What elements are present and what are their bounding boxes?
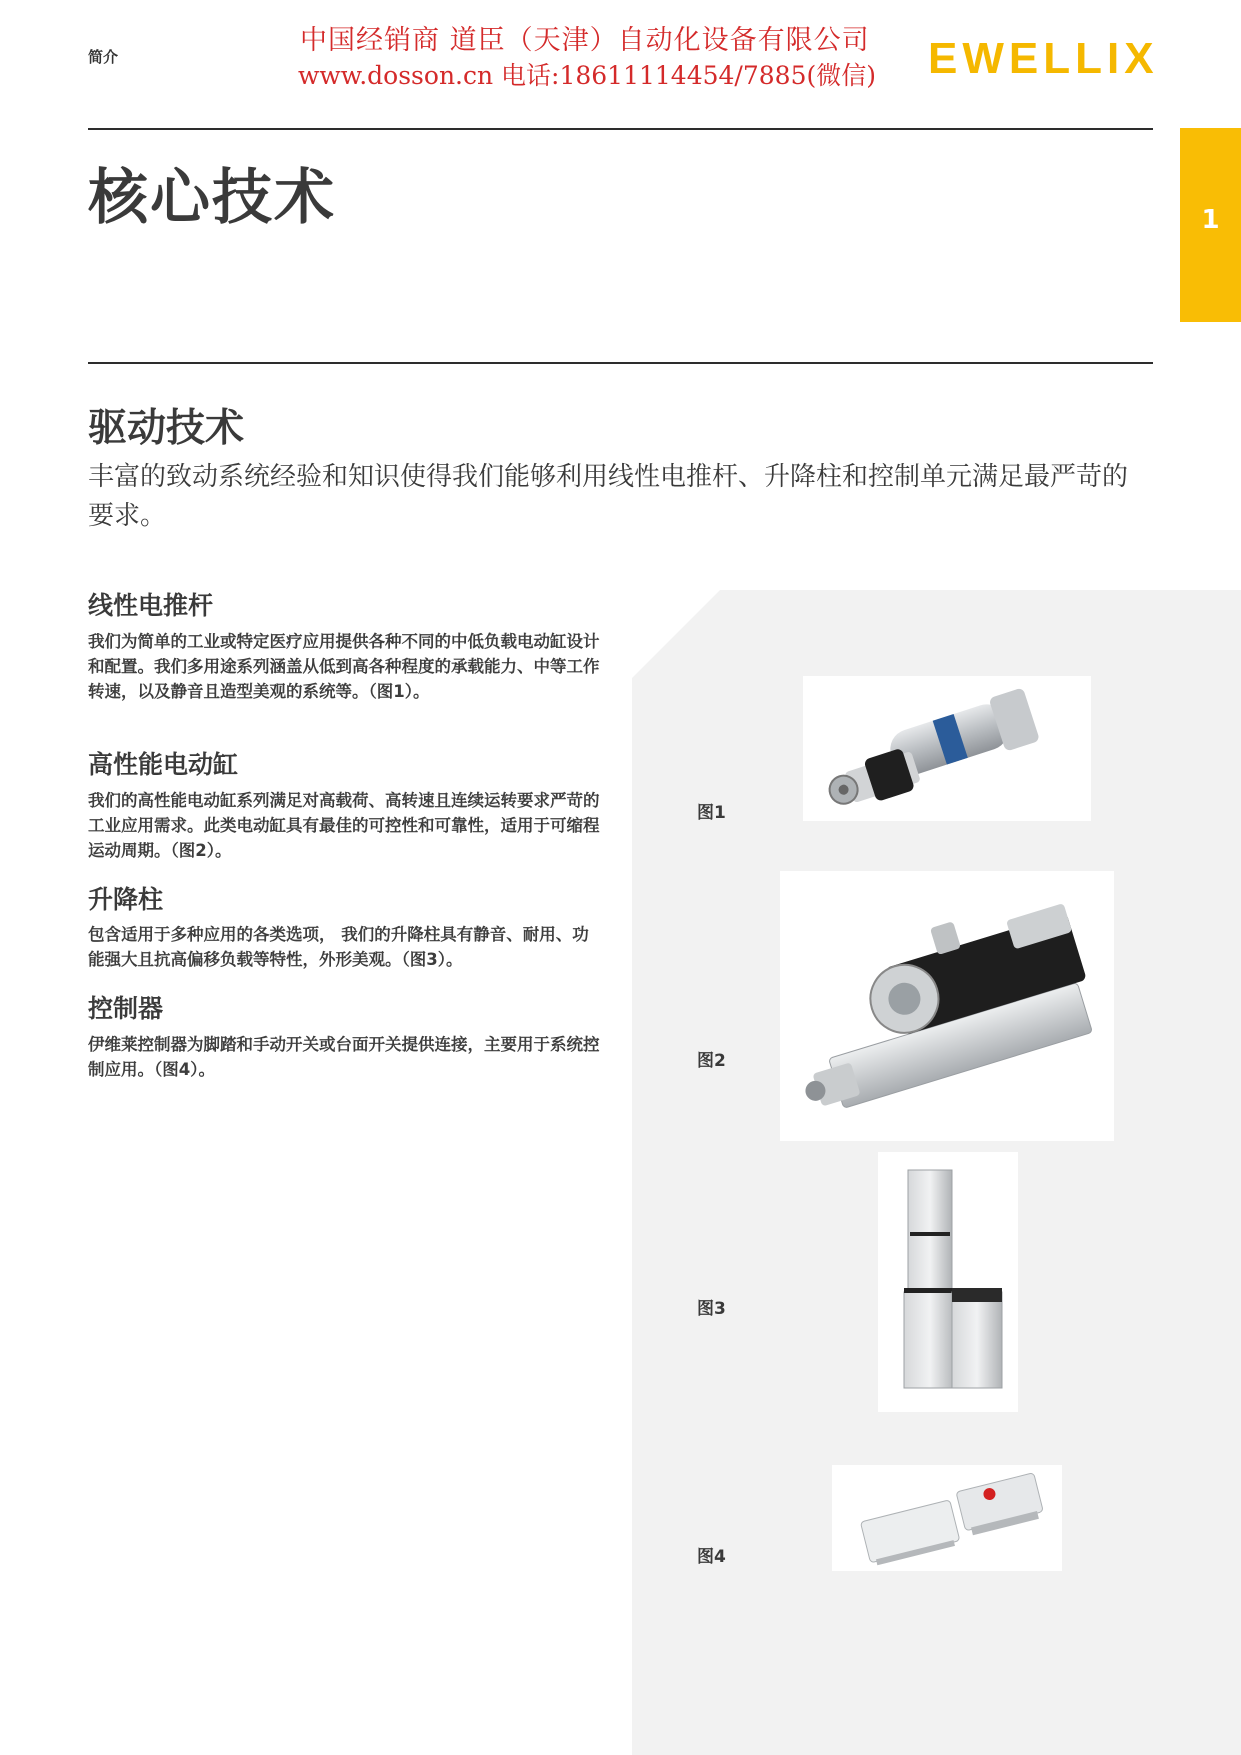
figure-label-3: 图3 [697,1299,726,1319]
figure-label-1: 图1 [697,803,726,823]
figure-label-2: 图2 [697,1051,726,1071]
linear-actuator-photo [803,676,1091,821]
panel-corner-cut [632,590,720,678]
topic-heading-lifting-column: 升降柱 [88,885,164,914]
high-performance-cylinder-photo [780,871,1114,1141]
section-heading: 驱动技术 [88,406,245,451]
figure-label-4: 图4 [697,1547,726,1567]
topic-text-controller: 伊维莱控制器为脚踏和手动开关或台面开关提供连接，主要用于系统控制应用。（图4）。 [88,1035,600,1079]
distributor-contact: www.dosson.cn 电话:18611114454/7885(微信) [298,61,876,90]
topic-heading-cylinder: 高性能电动缸 [88,750,239,779]
topic-heading-linear-actuator: 线性电推杆 [88,591,214,620]
chapter-tab-number: 1 [1201,205,1220,235]
lifting-column-photo [878,1152,1018,1412]
section-intro: 丰富的致动系统经验和知识使得我们能够利用线性电推杆、升降柱和控制单元满足最严苛的要求。 [88,462,1129,531]
section-label: 简介 [88,48,119,66]
control-units-photo [832,1465,1062,1571]
topic-heading-controller: 控制器 [88,994,164,1023]
topic-text-linear-actuator: 我们为简单的工业或特定医疗应用提供各种不同的中低负载电动缸设计和配置。我们多用途系列涵盖从低到高各种程度的承载能力、中等工作转速，以及静音且造型美观的系统等。（图1）。 [88,632,600,701]
top-divider [88,128,1153,130]
section-divider [88,362,1153,364]
ewellix-logo: EWELLIX [928,34,1159,83]
topic-text-cylinder: 我们的高性能电动缸系列满足对高载荷、高转速且连续运转要求严苛的工业应用需求。此类电动缸具有最佳的可控性和可靠性，适用于可缩程运动周期。（图2）。 [88,791,600,860]
topic-text-lifting-column: 包含适用于多种应用的各类选项， 我们的升降柱具有静音、耐用、功能强大且抗高偏移负载等特性，外形美观。（图3）。 [88,925,589,969]
page-title: 核心技术 [88,163,336,233]
distributor-name: 中国经销商 道臣（天津）自动化设备有限公司 [300,25,870,56]
